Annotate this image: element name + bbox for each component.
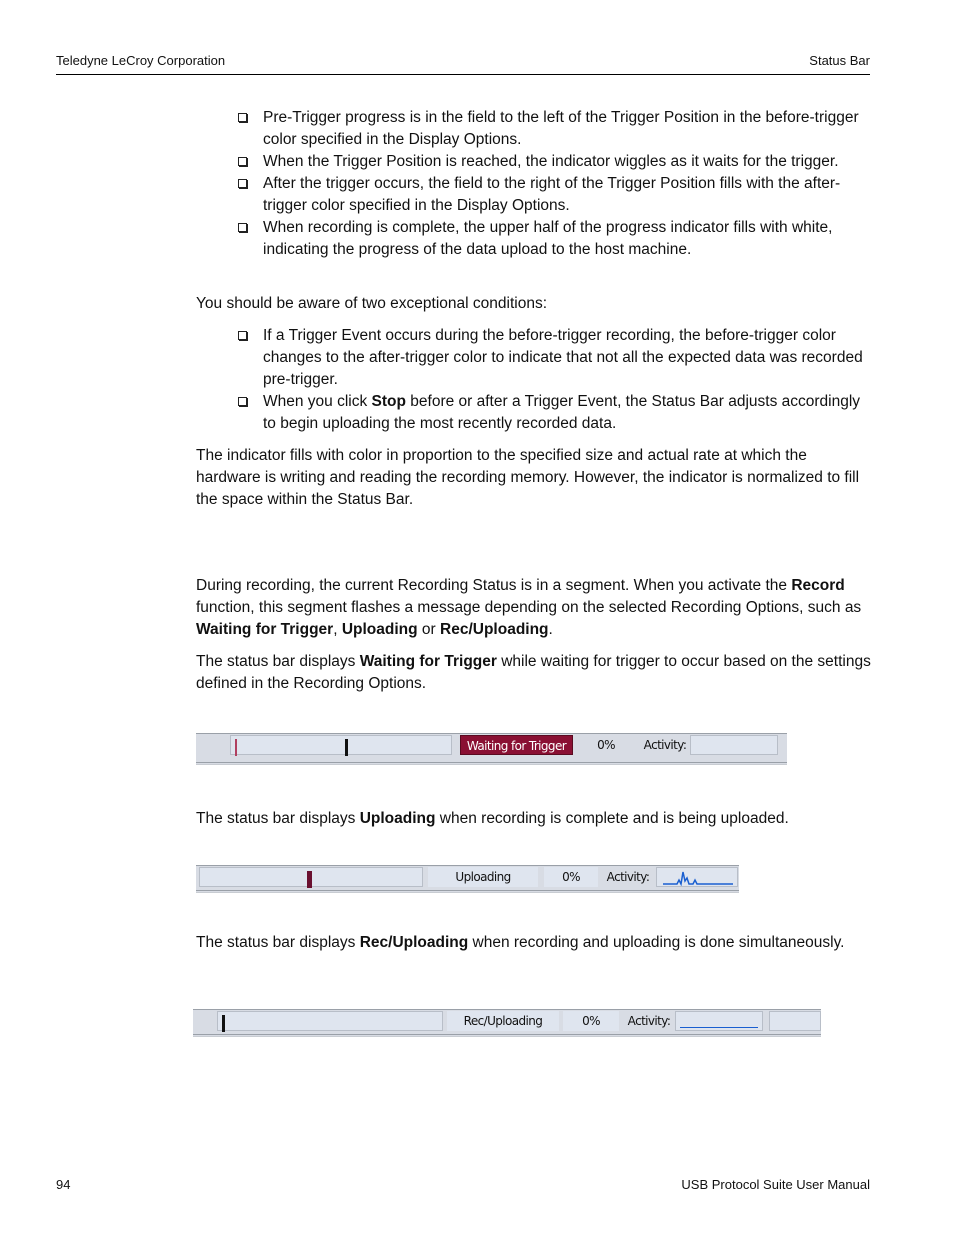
paragraph-recording-status: During recording, the current Recording Status is in a segment. When you activate the Record function, this segment flashes a message depending on the selected Recording Options, such as Waiting for Trigger, Uploading or Rec/Uploading. xyxy=(196,577,862,638)
header-company: Teledyne LeCroy Corporation xyxy=(56,53,226,68)
recording-status-segment: Rec/Uploading xyxy=(447,1011,559,1031)
list-item: When you click Stop before or after a Trigger Event, the Status Bar adjusts accordingly to begin uploading the most recently recorded data. xyxy=(236,391,876,435)
progress-field xyxy=(199,867,423,887)
activity-baseline xyxy=(680,1027,758,1028)
recording-status-segment: Uploading xyxy=(428,867,538,887)
activity-label: Activity: xyxy=(627,1014,671,1028)
activity-graph xyxy=(675,1011,763,1031)
list-item: Pre-Trigger progress is in the field to the left of the Trigger Position in the before-trigger color specified in the Display Options. xyxy=(236,107,876,151)
list-item: After the trigger occurs, the field to the right of the Trigger Position fills with the after-trigger color specified in the Display Options. xyxy=(236,173,876,217)
progress-field xyxy=(230,735,452,755)
header-section-title: Status Bar xyxy=(809,53,870,68)
trigger-position-marker xyxy=(345,739,348,756)
trigger-position-marker xyxy=(222,1015,225,1032)
activity-label: Activity: xyxy=(606,870,650,884)
progress-percent: 0% xyxy=(544,867,598,887)
activity-graph xyxy=(690,735,778,755)
footer-manual-title: USB Protocol Suite User Manual xyxy=(681,1177,870,1192)
progress-percent: 0% xyxy=(597,738,615,752)
progress-percent: 0% xyxy=(563,1011,619,1031)
statusbar-rec-uploading xyxy=(193,1009,821,1037)
recording-status-segment: Waiting for Trigger xyxy=(460,735,573,755)
paragraph-waiting: The status bar displays Waiting for Trigger while waiting for trigger to occur based on the settings defined in the Recording Options. xyxy=(196,653,871,692)
paragraph-uploading: The status bar displays Uploading when recording is complete and is being uploaded. xyxy=(196,810,789,827)
checkbox-bullet-icon xyxy=(238,223,247,232)
statusbar-waiting-for-trigger xyxy=(196,733,787,765)
bullet-list-progress xyxy=(236,107,876,261)
checkbox-bullet-icon xyxy=(238,179,247,188)
bullet-list-exceptions xyxy=(236,325,876,435)
trigger-position-marker xyxy=(307,871,312,888)
activity-label: Activity: xyxy=(643,738,687,752)
statusbar-uploading xyxy=(196,865,739,893)
paragraph-rec-uploading: The status bar displays Rec/Uploading when recording and uploading is done simultaneously. xyxy=(196,934,845,951)
checkbox-bullet-icon xyxy=(238,331,247,340)
pretrigger-marker xyxy=(235,739,237,756)
paragraph-exceptional: You should be aware of two exceptional conditions: xyxy=(196,295,547,312)
checkbox-bullet-icon xyxy=(238,113,247,122)
paragraph-indicator: The indicator fills with color in proportion to the specified size and actual rate at which the hardware is writing and reading the recording memory. However, the indicator is normalized to fill the space within the Status Bar. xyxy=(196,447,860,508)
header-rule xyxy=(56,74,870,75)
checkbox-bullet-icon xyxy=(238,157,247,166)
progress-field xyxy=(217,1011,443,1031)
extra-status-field xyxy=(769,1011,821,1031)
checkbox-bullet-icon xyxy=(238,397,247,406)
activity-waveform-icon xyxy=(657,868,737,886)
activity-graph xyxy=(656,867,738,887)
list-item: If a Trigger Event occurs during the before-trigger recording, the before-trigger color changes to the after-trigger color to indicate that not all the expected data was recorded pre-trigger. xyxy=(236,325,876,391)
list-item: When the Trigger Position is reached, the indicator wiggles as it waits for the trigger. xyxy=(236,151,876,173)
list-item: When recording is complete, the upper half of the progress indicator fills with white, indicating the progress of the data upload to the host machine. xyxy=(236,217,876,261)
footer-page-number: 94 xyxy=(56,1177,71,1192)
